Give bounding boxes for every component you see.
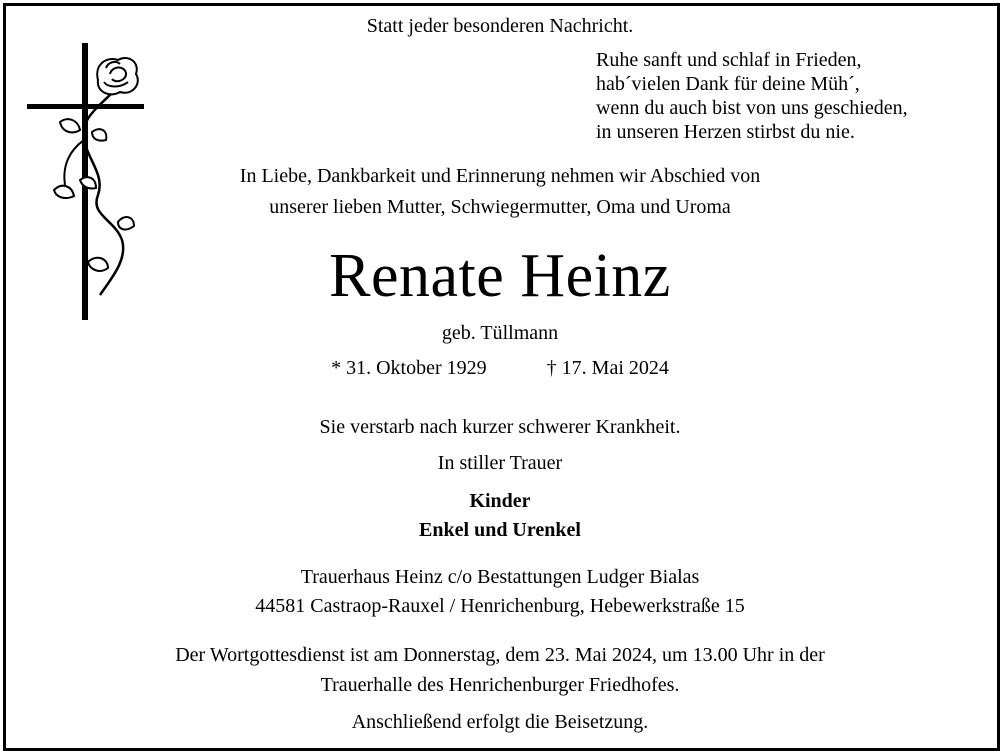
intro-line: unserer lieben Mutter, Schwiegermutter, Oma und Uroma xyxy=(269,196,731,218)
mourner-name: Kinder xyxy=(469,490,531,512)
poem-line: in unseren Herzen stirbst du nie. xyxy=(596,121,855,143)
statement-text: Sie verstarb nach kurzer schwerer Krankheit. xyxy=(319,416,681,438)
life-dates xyxy=(0,356,1000,380)
intro-line: In Liebe, Dankbarkeit und Erinnerung nehmen wir Abschied von xyxy=(239,165,761,187)
poem-line: hab´vielen Dank für deine Müh´, xyxy=(596,73,860,95)
mourner-name: Enkel und Urenkel xyxy=(419,519,581,541)
poem-line: wenn du auch bist von uns geschieden, xyxy=(596,97,908,119)
death-date: † 17. Mai 2024 xyxy=(546,357,669,379)
closing-note: Anschließend erfolgt die Beisetzung. xyxy=(351,711,649,733)
deceased-name: Renate Heinz xyxy=(329,242,671,310)
birth-date: * 31. Oktober 1929 xyxy=(331,357,487,379)
poem-line: Ruhe sanft und schlaf in Frieden, xyxy=(596,49,862,71)
birth-name: geb. Tüllmann xyxy=(441,322,559,344)
address-line: Trauerhaus Heinz c/o Bestattungen Ludger Bialas xyxy=(300,566,700,588)
service-line: Der Wortgottesdienst ist am Donnerstag, dem 23. Mai 2024, um 13.00 Uhr in der xyxy=(175,644,825,666)
service-line: Trauerhalle des Henrichenburger Friedhofes. xyxy=(320,674,680,696)
mourning-text: In stiller Trauer xyxy=(437,452,563,474)
header-note: Statt jeder besonderen Nachricht. xyxy=(366,15,634,37)
address-line: 44581 Castraop-Rauxel / Henrichenburg, Hebewerkstraße 15 xyxy=(255,595,745,617)
